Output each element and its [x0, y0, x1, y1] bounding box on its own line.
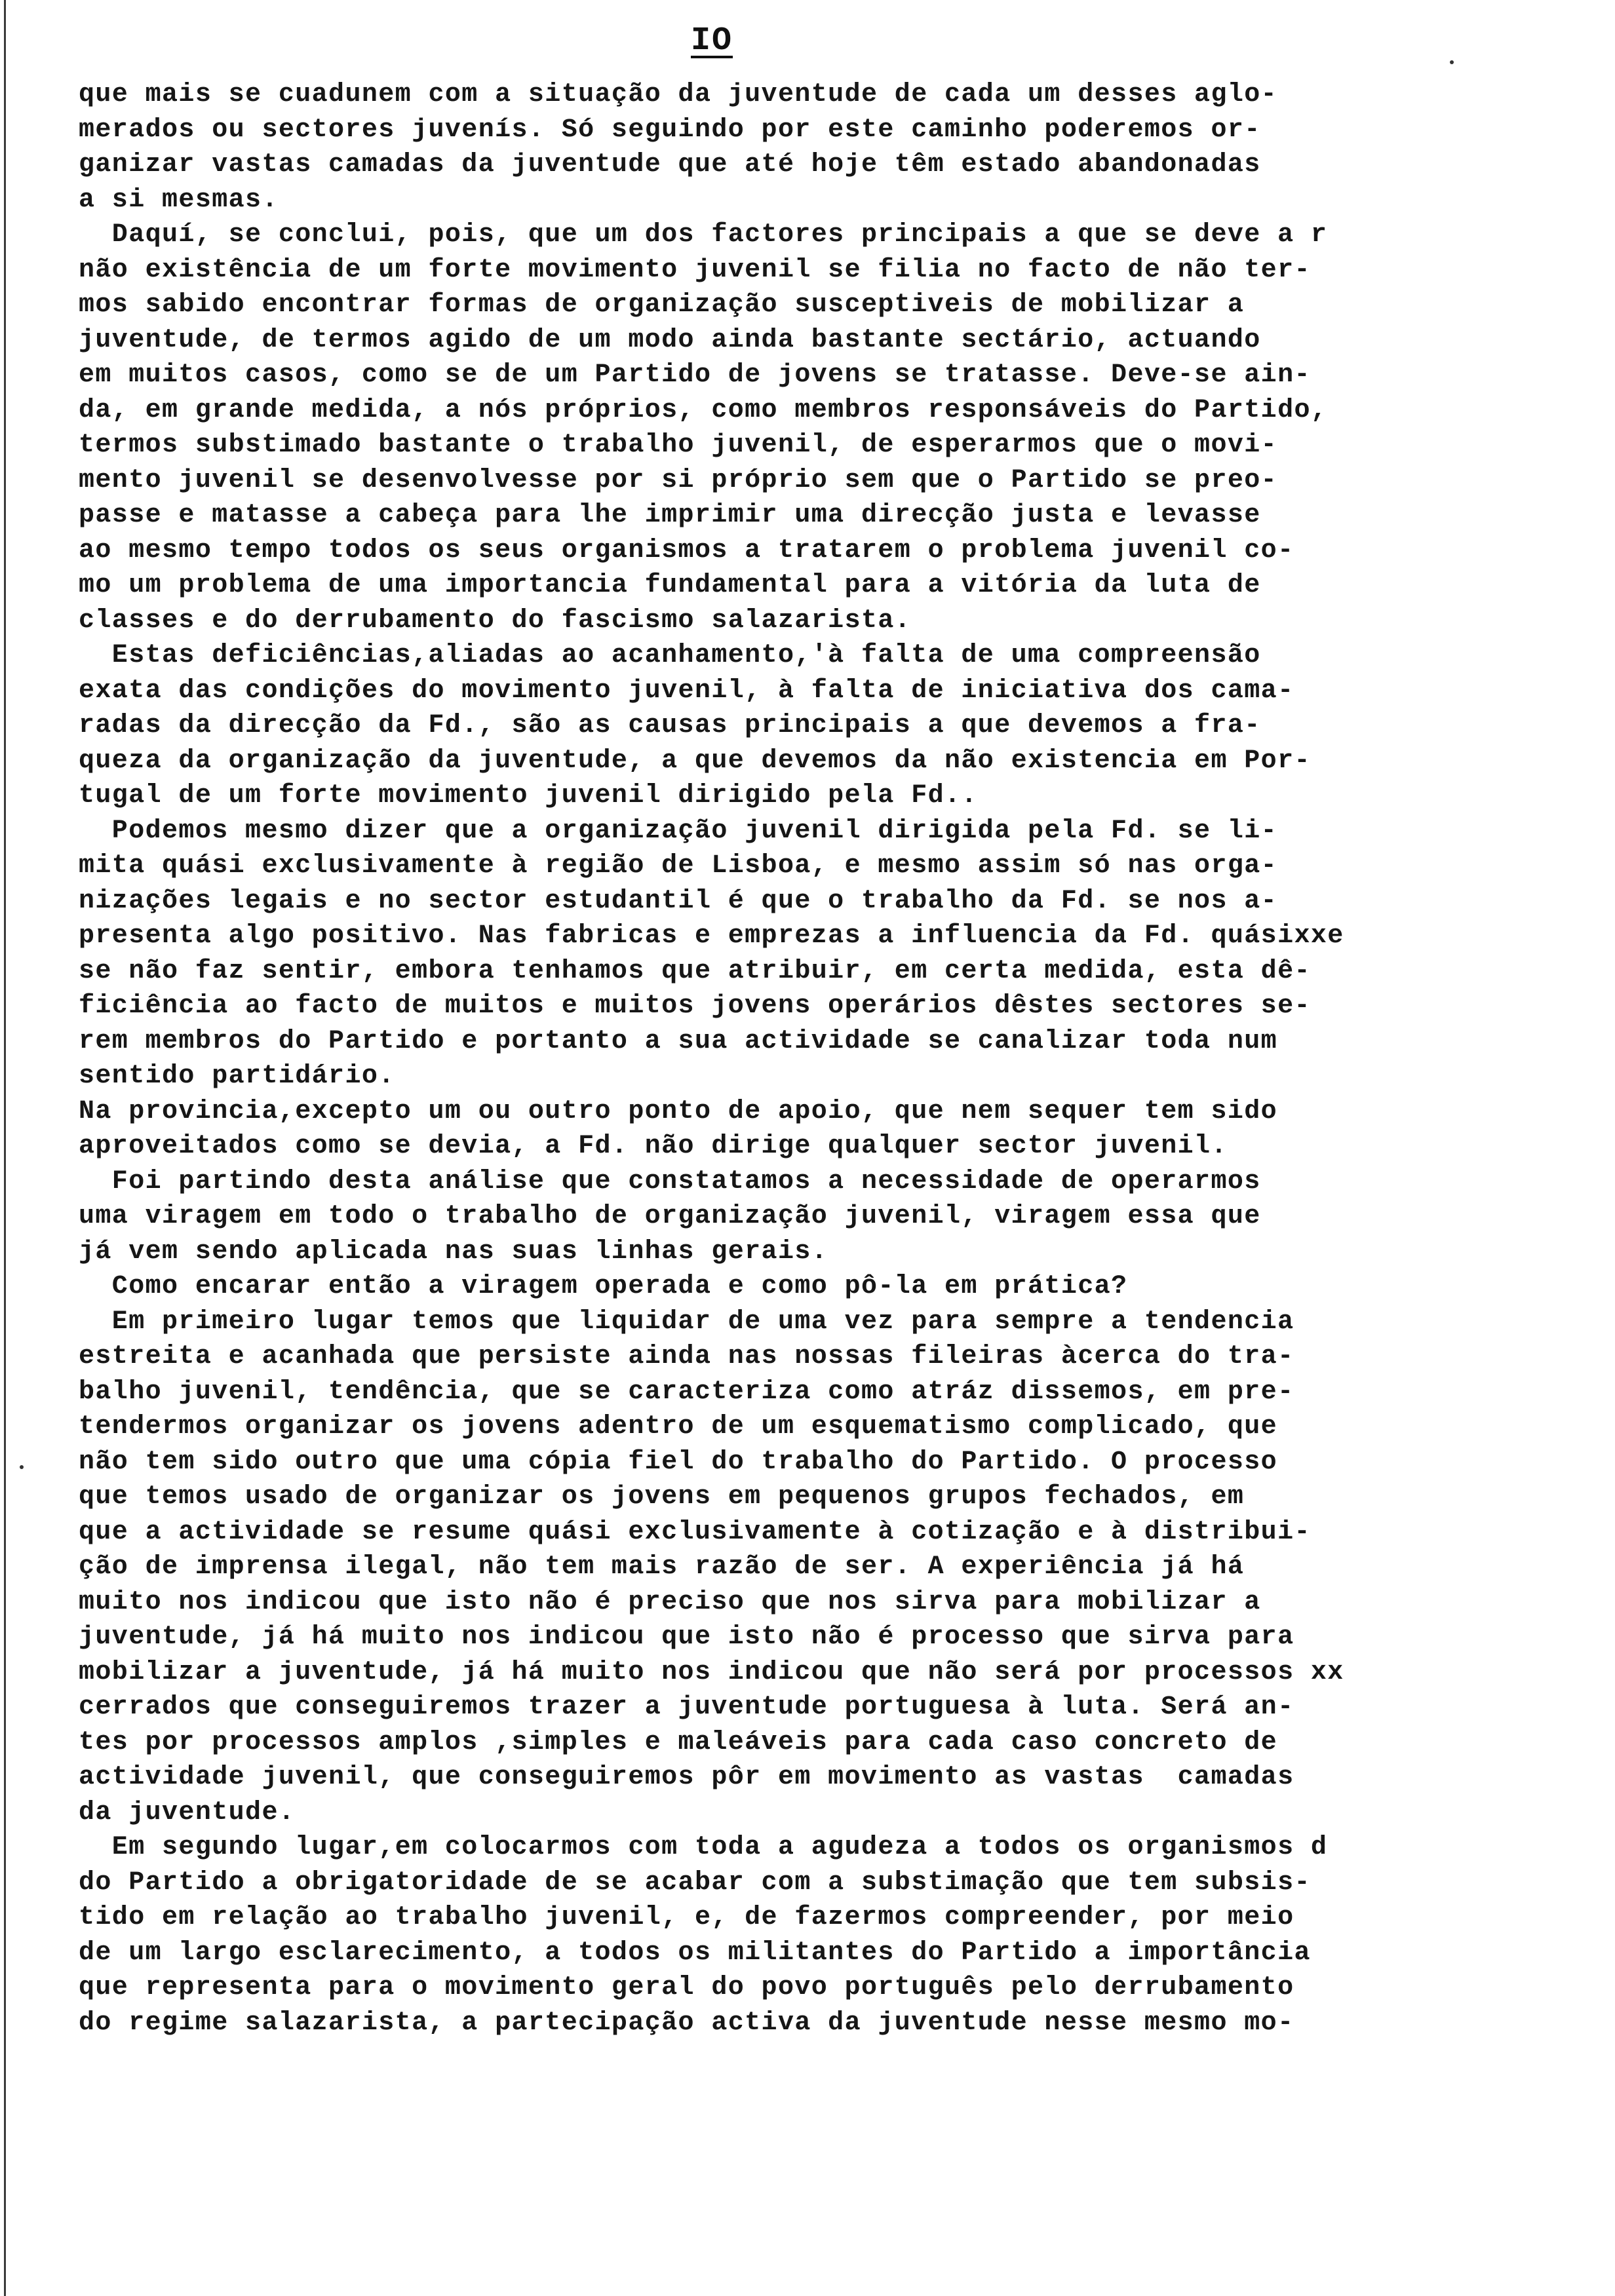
text-line: presenta algo positivo. Nas fabricas e emprezas a influencia da Fd. quásixxe: [79, 921, 1344, 951]
text-line: actividade juvenil, que conseguiremos pôr em movimento as vastas camadas: [79, 1763, 1294, 1792]
text-line: cerrados que conseguiremos trazer a juventude portuguesa à luta. Será an-: [79, 1693, 1294, 1722]
text-line: mo um problema de uma importancia fundamental para a vitória da luta de: [79, 571, 1261, 600]
text-line: mobilizar a juventude, já há muito nos indicou que não será por processos xx: [79, 1657, 1344, 1687]
text-line: Em segundo lugar,em colocarmos com toda a agudeza a todos os organismos d: [79, 1833, 1328, 1862]
ink-speck: [20, 1465, 24, 1469]
text-line: Como encarar então a viragem operada e como pô-la em prática?: [79, 1272, 1128, 1301]
text-line: ganizar vastas camadas da juventude que até hoje têm estado abandonadas: [79, 150, 1261, 180]
text-line: em muitos casos, como se de um Partido de jovens se tratasse. Deve-se ain-: [79, 360, 1311, 390]
text-line: nizações legais e no sector estudantil é que o trabalho da Fd. se nos a-: [79, 886, 1278, 916]
text-line: mita quási exclusivamente à região de Lisboa, e mesmo assim só nas orga-: [79, 851, 1278, 881]
text-line: não existência de um forte movimento juvenil se filia no facto de não ter-: [79, 255, 1311, 285]
text-line: aproveitados como se devia, a Fd. não dirige qualquer sector juvenil.: [79, 1132, 1228, 1161]
text-line: juventude, já há muito nos indicou que isto não é processo que sirva para: [79, 1622, 1294, 1652]
text-line: mos sabido encontrar formas de organização susceptiveis de mobilizar a: [79, 290, 1245, 320]
text-line: Na provincia,excepto um ou outro ponto de apoio, que nem sequer tem sido: [79, 1096, 1278, 1126]
body-text: [79, 77, 1560, 2040]
text-line: tugal de um forte movimento juvenil dirigido pela Fd..: [79, 781, 978, 811]
text-line: ao mesmo tempo todos os seus organismos a tratarem o problema juvenil co-: [79, 535, 1294, 565]
text-line: juventude, de termos agido de um modo ainda bastante sectário, actuando: [79, 325, 1261, 355]
text-line: radas da direcção da Fd., são as causas principais a que devemos a fra-: [79, 711, 1261, 740]
text-line: sentido partidário.: [79, 1062, 395, 1091]
text-line: estreita e acanhada que persiste ainda nas nossas fileiras àcerca do tra-: [79, 1342, 1294, 1371]
text-line: que mais se cuadunem com a situação da juventude de cada um desses aglo-: [79, 80, 1278, 109]
text-line: de um largo esclarecimento, a todos os militantes do Partido a importância: [79, 1938, 1311, 1968]
text-line: já vem sendo aplicada nas suas linhas gerais.: [79, 1236, 828, 1267]
text-line: uma viragem em todo o trabalho de organização juvenil, viragem essa que: [79, 1202, 1261, 1231]
text-line: classes e do derrubamento do fascismo salazarista.: [79, 605, 912, 636]
text-line: que representa para o movimento geral do povo português pelo derrubamento: [79, 1973, 1294, 2002]
text-line: do Partido a obrigatoridade de se acabar com a substimação que tem subsis-: [79, 1867, 1311, 1898]
text-line: ficiência ao facto de muitos e muitos jovens operários dêstes sectores se-: [79, 991, 1311, 1021]
text-line: tes por processos amplos ,simples e maleáveis para cada caso concreto de: [79, 1727, 1278, 1757]
text-line: que temos usado de organizar os jovens em pequenos grupos fechados, em: [79, 1482, 1245, 1512]
text-line: do regime salazarista, a partecipação activa da juventude nesse mesmo mo-: [79, 2008, 1294, 2038]
text-line: que a actividade se resume quási exclusivamente à cotização e à distribui-: [79, 1517, 1311, 1547]
ink-speck: [1450, 60, 1454, 64]
text-line: mento juvenil se desenvolvesse por si próprio sem que o Partido se preo-: [79, 465, 1278, 495]
left-margin-shadow: [4, 0, 6, 2296]
text-line: tendermos organizar os jovens adentro de um esquematismo complicado, que: [79, 1412, 1278, 1442]
text-line: Podemos mesmo dizer que a organização juvenil dirigida pela Fd. se li-: [79, 816, 1278, 846]
text-line: Foi partindo desta análise que constatamos a necessidade de operarmos: [79, 1166, 1261, 1196]
text-line: rem membros do Partido e portanto a sua actividade se canalizar toda num: [79, 1026, 1278, 1056]
text-line: muito nos indicou que isto não é preciso que nos sirva para mobilizar a: [79, 1587, 1261, 1617]
text-line: tido em relação ao trabalho juvenil, e, de fazermos compreender, por meio: [79, 1903, 1294, 1932]
text-line: exata das condições do movimento juvenil, à falta de iniciativa dos cama-: [79, 676, 1294, 706]
text-line: queza da organização da juventude, a que devemos da não existencia em Por-: [79, 746, 1311, 776]
text-line: ção de imprensa ilegal, não tem mais razão de ser. A experiência já há: [79, 1552, 1245, 1582]
text-line: a si mesmas.: [79, 185, 279, 215]
text-line: balho juvenil, tendência, que se caracteriza como atráz dissemos, em pre-: [79, 1377, 1294, 1407]
text-line: merados ou sectores juvenís. Só seguindo por este caminho poderemos or-: [79, 115, 1261, 145]
text-line: da juventude.: [79, 1797, 296, 1827]
text-line: Em primeiro lugar temos que liquidar de uma vez para sempre a tendencia: [79, 1307, 1294, 1337]
text-line: não tem sido outro que uma cópia fiel do trabalho do Partido. O processo: [79, 1447, 1278, 1477]
text-line: da, em grande medida, a nós próprios, como membros responsáveis do Partido,: [79, 395, 1328, 425]
page-number: IO: [690, 22, 733, 60]
text-line: termos substimado bastante o trabalho juvenil, de esperarmos que o movi-: [79, 430, 1278, 460]
text-line: se não faz sentir, embora tenhamos que atribuir, em certa medida, esta dê-: [79, 956, 1311, 986]
text-line: Daquí, se conclui, pois, que um dos factores principais a que se deve a r: [79, 220, 1328, 250]
text-line: passe e matasse a cabeça para lhe imprimir uma direcção justa e levasse: [79, 501, 1261, 530]
text-line: Estas deficiências,aliadas ao acanhamento,'à falta de uma compreensão: [79, 641, 1261, 670]
